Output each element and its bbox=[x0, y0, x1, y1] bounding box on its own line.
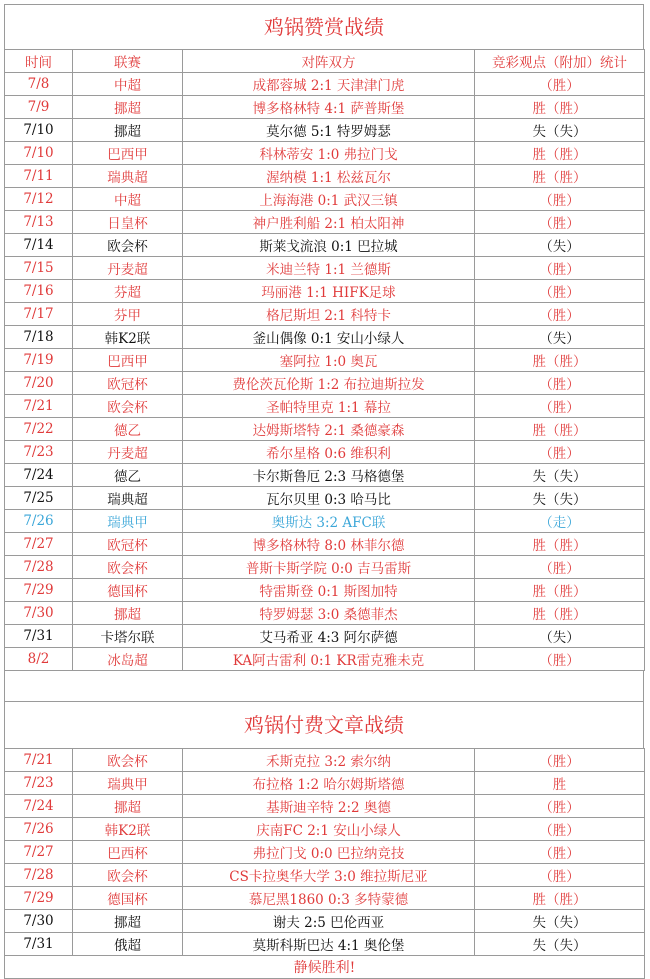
cell-league: 巴西杯 bbox=[73, 841, 183, 864]
footer-text: 静候胜利! bbox=[5, 956, 645, 979]
section1-table bbox=[4, 49, 645, 671]
cell-match: 科林蒂安 1:0 弗拉门戈 bbox=[183, 142, 475, 165]
cell-league: 巴西甲 bbox=[73, 142, 183, 165]
cell-date: 7/9 bbox=[5, 96, 73, 119]
cell-date: 7/28 bbox=[5, 864, 73, 887]
header-row bbox=[5, 50, 645, 73]
table-row bbox=[5, 841, 645, 864]
cell-match: 艾马希亚 4:3 阿尔萨德 bbox=[183, 625, 475, 648]
cell-league: 中超 bbox=[73, 188, 183, 211]
cell-result: （胜） bbox=[475, 556, 645, 579]
cell-league: 丹麦超 bbox=[73, 441, 183, 464]
cell-result: 胜（胜） bbox=[475, 418, 645, 441]
table-row bbox=[5, 73, 645, 96]
cell-date: 7/31 bbox=[5, 625, 73, 648]
cell-result: （胜） bbox=[475, 864, 645, 887]
cell-league: 丹麦超 bbox=[73, 257, 183, 280]
cell-result: （胜） bbox=[475, 395, 645, 418]
cell-date: 7/10 bbox=[5, 119, 73, 142]
cell-date: 7/27 bbox=[5, 533, 73, 556]
record-sheet bbox=[4, 4, 644, 979]
cell-result: （胜） bbox=[475, 818, 645, 841]
cell-date: 7/24 bbox=[5, 464, 73, 487]
cell-league: 欧会杯 bbox=[73, 234, 183, 257]
cell-result: （胜） bbox=[475, 303, 645, 326]
table-row bbox=[5, 625, 645, 648]
cell-league: 挪超 bbox=[73, 602, 183, 625]
cell-result: （胜） bbox=[475, 280, 645, 303]
cell-date: 7/12 bbox=[5, 188, 73, 211]
cell-result: 失（失） bbox=[475, 119, 645, 142]
cell-date: 7/22 bbox=[5, 418, 73, 441]
cell-match: 渥纳模 1:1 松兹瓦尔 bbox=[183, 165, 475, 188]
cell-date: 7/11 bbox=[5, 165, 73, 188]
cell-result: 胜（胜） bbox=[475, 887, 645, 910]
cell-date: 7/17 bbox=[5, 303, 73, 326]
cell-league: 瑞典甲 bbox=[73, 510, 183, 533]
table-row bbox=[5, 211, 645, 234]
table-row bbox=[5, 441, 645, 464]
cell-match: 谢夫 2:5 巴伦西亚 bbox=[183, 910, 475, 933]
table-row bbox=[5, 910, 645, 933]
table-row bbox=[5, 234, 645, 257]
table-row bbox=[5, 257, 645, 280]
cell-result: 胜 bbox=[475, 772, 645, 795]
cell-result: （失） bbox=[475, 625, 645, 648]
header-league: 联赛 bbox=[73, 50, 183, 73]
header-match: 对阵双方 bbox=[183, 50, 475, 73]
table-row bbox=[5, 533, 645, 556]
section2-title: 鸡锅付费文章战绩 bbox=[4, 701, 644, 748]
table-row bbox=[5, 487, 645, 510]
cell-match: 莫斯科斯巴达 4:1 奥伦堡 bbox=[183, 933, 475, 956]
cell-date: 7/26 bbox=[5, 510, 73, 533]
cell-date: 7/29 bbox=[5, 887, 73, 910]
cell-date: 7/14 bbox=[5, 234, 73, 257]
cell-league: 芬超 bbox=[73, 280, 183, 303]
table-row bbox=[5, 280, 645, 303]
cell-date: 7/30 bbox=[5, 910, 73, 933]
table-row bbox=[5, 602, 645, 625]
cell-match: 费伦茨瓦伦斯 1:2 布拉迪斯拉发 bbox=[183, 372, 475, 395]
cell-league: 德乙 bbox=[73, 464, 183, 487]
cell-result: 胜（胜） bbox=[475, 349, 645, 372]
cell-result: （胜） bbox=[475, 211, 645, 234]
cell-league: 日皇杯 bbox=[73, 211, 183, 234]
cell-date: 7/8 bbox=[5, 73, 73, 96]
cell-match: 塞阿拉 1:0 奥瓦 bbox=[183, 349, 475, 372]
cell-match: 博多格林特 8:0 林菲尔德 bbox=[183, 533, 475, 556]
cell-date: 8/2 bbox=[5, 648, 73, 671]
cell-league: 瑞典甲 bbox=[73, 772, 183, 795]
cell-match: 格尼斯坦 2:1 科特卡 bbox=[183, 303, 475, 326]
table-row bbox=[5, 887, 645, 910]
table-row bbox=[5, 933, 645, 956]
table-row bbox=[5, 142, 645, 165]
cell-match: 卡尔斯鲁厄 2:3 马格德堡 bbox=[183, 464, 475, 487]
cell-date: 7/13 bbox=[5, 211, 73, 234]
cell-league: 德乙 bbox=[73, 418, 183, 441]
table-row bbox=[5, 395, 645, 418]
cell-match: 基斯迪辛特 2:2 奥德 bbox=[183, 795, 475, 818]
table-row bbox=[5, 818, 645, 841]
cell-league: 瑞典超 bbox=[73, 487, 183, 510]
cell-result: （胜） bbox=[475, 441, 645, 464]
cell-match: 釜山偶像 0:1 安山小绿人 bbox=[183, 326, 475, 349]
cell-league: 挪超 bbox=[73, 795, 183, 818]
table-row bbox=[5, 119, 645, 142]
cell-league: 欧冠杯 bbox=[73, 533, 183, 556]
cell-result: 胜（胜） bbox=[475, 533, 645, 556]
cell-result: （胜） bbox=[475, 372, 645, 395]
cell-league: 卡塔尔联 bbox=[73, 625, 183, 648]
cell-date: 7/26 bbox=[5, 818, 73, 841]
cell-match: 上海海港 0:1 武汉三镇 bbox=[183, 188, 475, 211]
cell-match: 奥斯达 3:2 AFC联 bbox=[183, 510, 475, 533]
cell-result: （胜） bbox=[475, 257, 645, 280]
table-row bbox=[5, 579, 645, 602]
section1-title: 鸡锅赞赏战绩 bbox=[4, 4, 644, 49]
cell-match: 瓦尔贝里 0:3 哈马比 bbox=[183, 487, 475, 510]
cell-league: 挪超 bbox=[73, 910, 183, 933]
cell-result: （失） bbox=[475, 234, 645, 257]
cell-league: 冰岛超 bbox=[73, 648, 183, 671]
table-row bbox=[5, 772, 645, 795]
cell-match: 玛丽港 1:1 HIFK足球 bbox=[183, 280, 475, 303]
table-row bbox=[5, 372, 645, 395]
cell-league: 欧会杯 bbox=[73, 395, 183, 418]
cell-date: 7/10 bbox=[5, 142, 73, 165]
cell-league: 欧会杯 bbox=[73, 864, 183, 887]
cell-date: 7/29 bbox=[5, 579, 73, 602]
cell-date: 7/21 bbox=[5, 749, 73, 772]
cell-match: KA阿古雷利 0:1 KR雷克雅未克 bbox=[183, 648, 475, 671]
cell-match: 莫尔德 5:1 特罗姆瑟 bbox=[183, 119, 475, 142]
cell-match: 达姆斯塔特 2:1 桑德豪森 bbox=[183, 418, 475, 441]
cell-match: 弗拉门戈 0:0 巴拉纳竞技 bbox=[183, 841, 475, 864]
cell-date: 7/16 bbox=[5, 280, 73, 303]
cell-result: （失） bbox=[475, 326, 645, 349]
cell-result: （胜） bbox=[475, 648, 645, 671]
cell-result: （胜） bbox=[475, 73, 645, 96]
cell-result: 失（失） bbox=[475, 933, 645, 956]
cell-result: （胜） bbox=[475, 841, 645, 864]
cell-date: 7/15 bbox=[5, 257, 73, 280]
table-row bbox=[5, 464, 645, 487]
cell-match: 布拉格 1:2 哈尔姆斯塔德 bbox=[183, 772, 475, 795]
cell-date: 7/23 bbox=[5, 772, 73, 795]
table-row bbox=[5, 749, 645, 772]
cell-date: 7/30 bbox=[5, 602, 73, 625]
cell-result: 胜（胜） bbox=[475, 579, 645, 602]
cell-date: 7/21 bbox=[5, 395, 73, 418]
cell-date: 7/27 bbox=[5, 841, 73, 864]
cell-result: （走） bbox=[475, 510, 645, 533]
table-row bbox=[5, 556, 645, 579]
cell-league: 巴西甲 bbox=[73, 349, 183, 372]
cell-date: 7/31 bbox=[5, 933, 73, 956]
cell-league: 欧冠杯 bbox=[73, 372, 183, 395]
cell-match: 特雷斯登 0:1 斯图加特 bbox=[183, 579, 475, 602]
table-row bbox=[5, 349, 645, 372]
cell-match: CS卡拉奥华大学 3:0 维拉斯尼亚 bbox=[183, 864, 475, 887]
cell-match: 庆南FC 2:1 安山小绿人 bbox=[183, 818, 475, 841]
cell-league: 德国杯 bbox=[73, 887, 183, 910]
cell-result: 失（失） bbox=[475, 464, 645, 487]
cell-result: 胜（胜） bbox=[475, 96, 645, 119]
cell-league: 挪超 bbox=[73, 119, 183, 142]
cell-league: 俄超 bbox=[73, 933, 183, 956]
cell-league: 欧会杯 bbox=[73, 749, 183, 772]
table-row bbox=[5, 864, 645, 887]
cell-match: 普斯卡斯学院 0:0 吉马雷斯 bbox=[183, 556, 475, 579]
cell-league: 瑞典超 bbox=[73, 165, 183, 188]
cell-league: 韩K2联 bbox=[73, 818, 183, 841]
cell-match: 希尔星格 0:6 维积利 bbox=[183, 441, 475, 464]
cell-match: 成都蓉城 2:1 天津津门虎 bbox=[183, 73, 475, 96]
cell-match: 慕尼黑1860 0:3 多特蒙德 bbox=[183, 887, 475, 910]
cell-match: 特罗姆瑟 3:0 桑德菲杰 bbox=[183, 602, 475, 625]
cell-result: （胜） bbox=[475, 795, 645, 818]
cell-league: 德国杯 bbox=[73, 579, 183, 602]
footer-row bbox=[5, 956, 645, 979]
section2-table bbox=[4, 748, 645, 979]
cell-league: 中超 bbox=[73, 73, 183, 96]
cell-result: 胜（胜） bbox=[475, 602, 645, 625]
cell-date: 7/28 bbox=[5, 556, 73, 579]
cell-match: 米迪兰特 1:1 兰德斯 bbox=[183, 257, 475, 280]
cell-league: 挪超 bbox=[73, 96, 183, 119]
section-spacer bbox=[4, 671, 644, 701]
table-row bbox=[5, 510, 645, 533]
header-stats: 竞彩观点（附加）统计 bbox=[475, 50, 645, 73]
cell-match: 禾斯克拉 3:2 索尔纳 bbox=[183, 749, 475, 772]
cell-match: 神户胜利船 2:1 柏太阳神 bbox=[183, 211, 475, 234]
cell-result: （胜） bbox=[475, 749, 645, 772]
cell-result: （胜） bbox=[475, 188, 645, 211]
cell-date: 7/18 bbox=[5, 326, 73, 349]
cell-result: 胜（胜） bbox=[475, 165, 645, 188]
cell-date: 7/23 bbox=[5, 441, 73, 464]
header-date: 时间 bbox=[5, 50, 73, 73]
cell-result: 胜（胜） bbox=[475, 142, 645, 165]
table-row bbox=[5, 96, 645, 119]
table-row bbox=[5, 326, 645, 349]
cell-match: 斯莱戈流浪 0:1 巴拉城 bbox=[183, 234, 475, 257]
cell-result: 失（失） bbox=[475, 487, 645, 510]
cell-league: 芬甲 bbox=[73, 303, 183, 326]
cell-date: 7/19 bbox=[5, 349, 73, 372]
table-row bbox=[5, 188, 645, 211]
cell-match: 圣帕特里克 1:1 幕拉 bbox=[183, 395, 475, 418]
cell-date: 7/20 bbox=[5, 372, 73, 395]
cell-league: 韩K2联 bbox=[73, 326, 183, 349]
table-row bbox=[5, 648, 645, 671]
cell-date: 7/25 bbox=[5, 487, 73, 510]
table-row bbox=[5, 795, 645, 818]
table-row bbox=[5, 303, 645, 326]
table-row bbox=[5, 418, 645, 441]
cell-result: 失（失） bbox=[475, 910, 645, 933]
table-row bbox=[5, 165, 645, 188]
cell-match: 博多格林特 4:1 萨普斯堡 bbox=[183, 96, 475, 119]
cell-date: 7/24 bbox=[5, 795, 73, 818]
cell-league: 欧会杯 bbox=[73, 556, 183, 579]
